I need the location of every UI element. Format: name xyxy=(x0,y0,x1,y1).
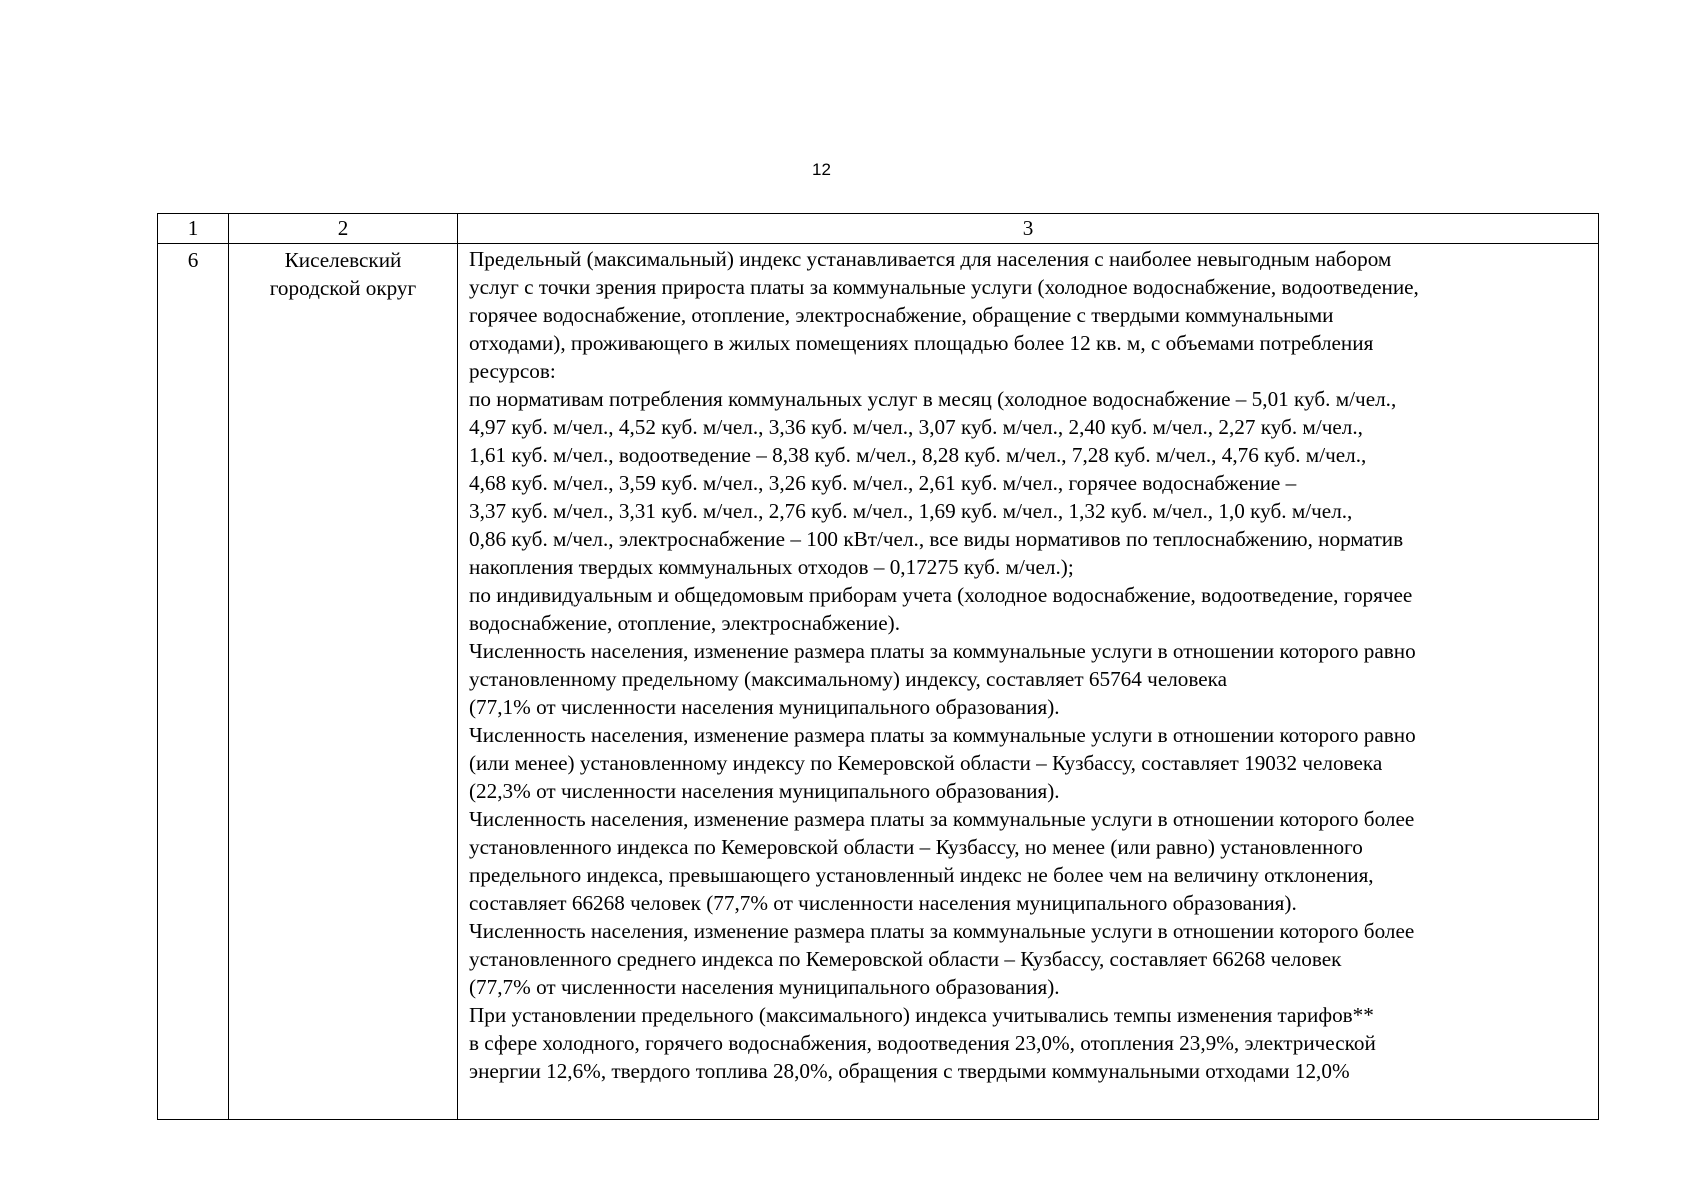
data-table xyxy=(157,213,1599,1120)
text-line: 4,97 куб. м/чел., 4,52 куб. м/чел., 3,36 куб. м/чел., 3,07 куб. м/чел., 2,40 куб. м/чел., 2,27 куб. м/чел., xyxy=(469,415,1363,439)
text-line: установленного индекса по Кемеровской области – Кузбассу, но менее (или равно) установленного xyxy=(469,835,1363,859)
header-cell-3: 3 xyxy=(458,214,1599,244)
text-line: установленного среднего индекса по Кемеровской области – Кузбассу, составляет 66268 человек xyxy=(469,947,1342,971)
row-number: 6 xyxy=(158,244,229,1120)
table-header-row xyxy=(158,214,1599,244)
text-line: Численность населения, изменение размера платы за коммунальные услуги в отношении которого более xyxy=(469,919,1415,943)
text-line: 4,68 куб. м/чел., 3,59 куб. м/чел., 3,26 куб. м/чел., 2,61 куб. м/чел., горячее водоснабжение – xyxy=(469,471,1297,495)
text-line: 0,86 куб. м/чел., электроснабжение – 100 кВт/чел., все виды нормативов по теплоснабжению, норматив xyxy=(469,527,1404,551)
text-line: установленному предельному (максимальному) индексу, составляет 65764 человека xyxy=(469,667,1228,691)
text-line: горячее водоснабжение, отопление, электроснабжение, обращение с твердыми коммунальными xyxy=(469,303,1334,327)
text-line: в сфере холодного, горячего водоснабжения, водоотведения 23,0%, отопления 23,9%, электрической xyxy=(469,1031,1376,1055)
text-line: Численность населения, изменение размера платы за коммунальные услуги в отношении которого равно xyxy=(469,723,1416,747)
text-line: по индивидуальным и общедомовым приборам учета (холодное водоснабжение, водоотведение, горячее xyxy=(469,583,1413,607)
text-line: Численность населения, изменение размера платы за коммунальные услуги в отношении которого более xyxy=(469,807,1415,831)
text-line: отходами), проживающего в жилых помещениях площадью более 12 кв. м, с объемами потребления xyxy=(469,331,1374,355)
municipality-name-line: Киселевский xyxy=(284,248,402,272)
text-line: Численность населения, изменение размера платы за коммунальные услуги в отношении которого равно xyxy=(469,639,1416,663)
text-line: энергии 12,6%, твердого топлива 28,0%, обращения с твердыми коммунальными отходами 12,0% xyxy=(469,1059,1350,1083)
text-line: Предельный (максимальный) индекс устанавливается для населения с наиболее невыгодным набором xyxy=(469,247,1392,271)
municipality-name-line: городской округ xyxy=(269,276,417,300)
header-cell-2: 2 xyxy=(229,214,458,244)
text-line: (или менее) установленному индексу по Кемеровской области – Кузбассу, составляет 19032 человека xyxy=(469,751,1383,775)
text-line: При установлении предельного (максимального) индекса учитывались темпы изменения тарифов** xyxy=(469,1003,1374,1027)
header-cell-1: 1 xyxy=(158,214,229,244)
text-line: ресурсов: xyxy=(469,359,556,383)
municipality-name xyxy=(229,244,458,1120)
text-line: 1,61 куб. м/чел., водоотведение – 8,38 куб. м/чел., 8,28 куб. м/чел., 7,28 куб. м/чел., 4,76 куб. м/чел., xyxy=(469,443,1367,467)
text-line: 3,37 куб. м/чел., 3,31 куб. м/чел., 2,76 куб. м/чел., 1,69 куб. м/чел., 1,32 куб. м/чел., 1,0 куб. м/чел., xyxy=(469,499,1353,523)
text-line: составляет 66268 человек (77,7% от численности населения муниципального образования). xyxy=(469,891,1297,915)
text-line: предельного индекса, превышающего установленный индекс не более чем на величину отклонения, xyxy=(469,863,1374,887)
text-line: (77,1% от численности населения муниципального образования). xyxy=(469,695,1060,719)
text-line: услуг с точки зрения прироста платы за коммунальные услуги (холодное водоснабжение, водоотведение, xyxy=(469,275,1419,299)
text-line: накопления твердых коммунальных отходов – 0,17275 куб. м/чел.); xyxy=(469,555,1074,579)
text-line: по нормативам потребления коммунальных услуг в месяц (холодное водоснабжение – 5,01 куб. м/чел., xyxy=(469,387,1397,411)
page-number: 12 xyxy=(812,160,831,179)
text-line: (77,7% от численности населения муниципального образования). xyxy=(469,975,1060,999)
text-line: водоснабжение, отопление, электроснабжение). xyxy=(469,611,900,635)
text-line: (22,3% от численности населения муниципального образования). xyxy=(469,779,1060,803)
description-cell xyxy=(458,244,1599,1120)
table-row xyxy=(158,244,1599,1120)
